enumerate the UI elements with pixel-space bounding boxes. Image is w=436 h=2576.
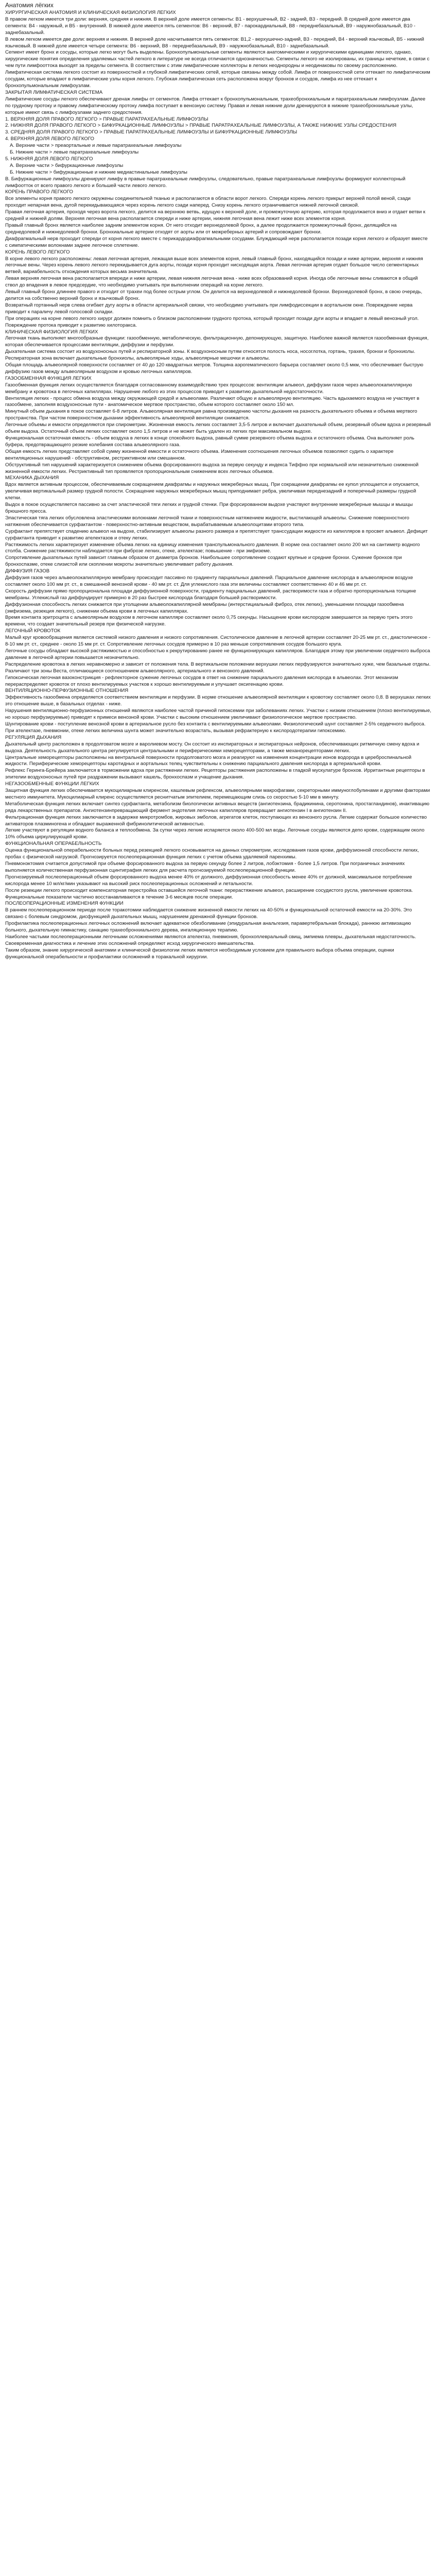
section-heading: КЛИНИЧЕСКАЯ ФИЗИОЛОГИЯ ЛЕГКИХ — [5, 329, 98, 335]
paragraph: Прогнозируемый послеоперационный объем форсированного выдоха менее 40% от должного, диффузионная способность менее 40% от должной, максимальное потребление кислорода менее 10 мл/кг/мин указывают на высокий риск послеоперационных осложнений и летальности. — [5, 874, 412, 887]
paragraph: Наиболее частыми послеоперационными легочными осложнениями являются ателектаз, пневмония, бронхоплевральный свищ, эмпиема плевры, дыхательная недостаточность. Своевременная диагностика и лечение этих осложнений определяют исход хирургического вмешательства. — [5, 934, 416, 946]
section-heading: НЕГАЗООБМЕННЫЕ ФУНКЦИИ ЛЕГКИХ — [5, 781, 99, 787]
paragraph: В. Бифуркационные лимфоузлы дренируют лимфу в правые паратрахеальные лимфоузлы, следовательно, правые паратрахеальные лимфоузлы формируют коллекторный лимфоотток от всего правого легкого и большей части левого легкого. — [5, 176, 406, 189]
paragraph: Правый главный бронх является наиболее задним элементом корня. От него отходит верхнедолевой бронх, а далее продолжается промежуточный бронх, делящийся на среднедолевой и нижнедолевой бронхи. Бронхиальные артерии отходят от аорты или от межреберных артерий и сопровождают бронхи. — [5, 223, 397, 235]
list-item: А. Верхние части > бифуркационные лимфоузлы — [10, 162, 124, 168]
section-heading: ВЕНТИЛЯЦИОННО-ПЕРФУЗИОННЫЕ ОТНОШЕНИЯ — [5, 688, 129, 694]
paragraph: Нарушения вентиляционно-перфузионных отношений являются наиболее частой причиной гипоксемии при заболеваниях легких. Участки с низким отношением (плохо вентилируемые, но хорошо перфузируемые) приводят к примеси венозной крови. Участки с высоким отношением увеличивают физиологическое мертвое пространство. — [5, 708, 431, 721]
document — [0, 1, 436, 964]
paragraph: Сурфактант препятствует спадению альвеол на выдохе, стабилизирует альвеолы разного размера и препятствует транссудации жидкости из капилляров в просвет альвеол. Дефицит сурфактанта приводит к развитию ателектазов и отеку легких. — [5, 528, 428, 541]
list-item: А. Верхние части > преаортальные и левые паратрахеальные лимфоузлы — [10, 143, 182, 149]
paragraph: Центральные хеморецепторы расположены на вентральной поверхности продолговатого мозга и реагируют на изменения концентрации ионов водорода в цереброспинальной жидкости. Периферические хеморецепторы каротидных и аортальных телец чувствительны к снижению парциального давления кислорода в артериальной крови. — [5, 754, 412, 767]
paragraph: Возвратный гортанный нерв слева огибает дугу аорты в области артериальной связки, что необходимо учитывать при лимфодиссекции в аортальном окне. Повреждение нерва приводит к параличу левой голосовой складки. — [5, 302, 413, 315]
paragraph: Скорость диффузии прямо пропорциональна площади диффузионной поверхности, градиенту парциальных давлений, растворимости газа и обратно пропорциональна толщине мембраны. Углекислый газ диффундирует примерно в 20 раз быстрее кислорода благодаря большей растворимости. — [5, 588, 416, 601]
page-title: Анатомия лёгких — [5, 2, 54, 9]
paragraph: Вдох является активным процессом, обеспечиваемым сокращением диафрагмы и наружных межреберных мышц. При сокращении диафрагмы ее купол уплощается и опускается, увеличивая вертикальный размер грудной полости. Сокращение наружных межреберных мышц приподнимает ребра, увеличивая переднезадний и поперечный размеры грудной клетки. — [5, 482, 420, 501]
paragraph: Пневмонэктомия считается допустимой при объеме форсированного выдоха за первую секунду более 2 литров, лобэктомия - более 1,5 литров. При пограничных значениях выполняется количественная перфузионная сцинтиграфия легких для расчета прогнозируемой послеоперационной функции. — [5, 861, 405, 873]
paragraph: Профилактика послеоперационных легочных осложнений включает адекватное обезболивание (эпидуральная анальгезия, паравертебральная блокада), раннюю активизацию больного, дыхательную гимнастику, санацию трахеобронхиального дерева, ингаляционную терапию. — [5, 921, 411, 934]
paragraph: Сегмент имеет бронх и сосуды, которые легко могут быть выделены. Бронхопульмональные сегменты являются анатомическими и хирургическими единицами легкого, однако, хирургические понятия определения удаляемых частей легкого в литературе не всегда отличаются однозначностью. Сегменты легкого не изолированы, их границы нечеткие, в связи с чем пути лимфооттока выходят за пределы сегмента. В соответствии с этим лимфатические коллекторы в легких неоднородны и неодинаковы по своему расположению. — [5, 49, 430, 69]
paragraph: После резекции легкого происходит компенсаторная перестройка оставшейся легочной ткани: перерастяжение альвеол, расширение сосудистого русла, увеличение кровотока. Функциональные показатели частично восстанавливаются в течение 3-6 месяцев после операции. — [5, 887, 413, 900]
paragraph: Эластическая тяга легких обусловлена эластическими волокнами легочной ткани и поверхностным натяжением жидкости, выстилающей альвеолы. Снижение поверхностного натяжения обеспечивается сурфактантом - поверхностно-активным веществом, вырабатываемым альвеолоцитами второго типа. — [5, 515, 410, 528]
paragraph: Малый круг кровообращения является системой низкого давления и низкого сопротивления. Систолическое давление в легочной артерии составляет 20-25 мм рт. ст., диастолическое - 8-10 мм рт. ст., среднее - около 15 мм рт. ст. Сопротивление легочных сосудов примерно в 10 раз меньше сопротивления сосудов большого круга. — [5, 635, 430, 648]
paragraph: Диффузионная способность легких снижается при утолщении альвеолокапиллярной мембраны (интерстициальный фиброз, отек легких), уменьшении площади газообмена (эмфизема, резекция легкого), снижении объема крови в легочных капиллярах. — [5, 601, 404, 614]
paragraph: Оценка функциональной операбельности больных перед резекцией легкого основывается на данных спирометрии, исследования газов крови, диффузионной способности легких, пробах с физической нагрузкой. Прогнозируется послеоперационная функция легких с учетом объема удаляемой паренхимы. — [5, 848, 419, 860]
section-heading: ПОСЛЕОПЕРАЦИОННЫЕ ИЗМЕНЕНИЯ ФУНКЦИИ — [5, 901, 124, 907]
section-heading: ЗАКРЫТАЯ ЛИМФАТИЧЕСКАЯ СИСТЕМА — [5, 89, 103, 95]
paragraph: Легочные сосуды обладают высокой растяжимостью и способностью к рекрутированию ранее не функционирующих капилляров. Благодаря этому при увеличении сердечного выброса давление в легочной артерии повышается незначительно. — [5, 648, 430, 660]
section-heading: ДИФФУЗИЯ ГАЗОВ — [5, 568, 50, 574]
paragraph: Диффузия газов через альвеолокапиллярную мембрану происходит пассивно по градиенту парциальных давлений. Парциальное давление кислорода в альвеолярном воздухе составляет около 100 мм рт. ст., в смешанной венозной крови - 40 мм рт. ст. Для углекислого газа эти величины составляют соответственно 40 и 46 мм рт. ст. — [5, 575, 413, 587]
paragraph: Растяжимость легких характеризует изменение объема легких на единицу изменения транспульмонального давления. В норме она составляет около 200 мл на сантиметр водного столба. Снижение растяжимости наблюдается при фиброзе легких, отеке, ателектазе; повышение - при эмфиземе. — [5, 541, 420, 554]
section-heading: РЕГУЛЯЦИЯ ДЫХАНИЯ — [5, 734, 62, 740]
paragraph: Выдох в покое осуществляется пассивно за счет эластической тяги легких и грудной стенки. При форсированном выдохе участвуют внутренние межреберные мышцы и мышцы брюшного пресса. — [5, 502, 413, 514]
section-heading: 3. СРЕДНЯЯ ДОЛЯ ПРАВОГО ЛЕГКОГО > ПРАВЫЕ ПАРАТРАХЕАЛЬНЫЕ ЛИМФОУЗЛЫ И БИФУРКАЦИОННЫЕ ЛИМФОУЗЛЫ — [5, 129, 298, 135]
paragraph: Легочные объемы и емкости определяются при спирометрии. Жизненная емкость легких составляет 3,5-5 литров и включает дыхательный объем, резервный объем вдоха и резервный объем выдоха. Остаточный объем легких составляет около 1,5 литров и не может быть удален из легких при максимальном выдохе. — [5, 422, 431, 435]
paragraph: Функциональная остаточная емкость - объем воздуха в легких в конце спокойного выдоха, равный сумме резервного объема выдоха и остаточного объема. Она выполняет роль буфера, предотвращающего резкие колебания состава альвеолярного газа. — [5, 435, 414, 448]
section-heading: 4. ВЕРХНЯЯ ДОЛЯ ЛЕВОГО ЛЕГКОГО — [5, 136, 94, 142]
paragraph: Таким образом, знание хирургической анатомии и клинической физиологии легких является необходимым условием для правильного выбора объема операции, оценки функциональной операбельности и профилактики осложнений в торакальной хирургии. — [5, 947, 394, 960]
paragraph: Минутный объем дыхания в покое составляет 6-8 литров. Альвеолярная вентиляция равна произведению частоты дыхания на разность дыхательного объема и объема мертвого пространства. При частом поверхностном дыхании эффективность альвеолярной вентиляции снижается. — [5, 409, 417, 421]
paragraph: Вентиляция легких - процесс обмена воздуха между окружающей средой и альвеолами. Различают общую и альвеолярную вентиляцию. Часть вдыхаемого воздуха не участвует в газообмене, заполняя воздухоносные пути - анатомическое мертвое пространство, объем которого составляет около 150 мл. — [5, 395, 420, 408]
paragraph: Общая площадь альвеолярной поверхности составляет от 40 до 120 квадратных метров. Толщина аэрогематического барьера составляет около 0,5 мкм, что обеспечивает быструю диффузию газов между альвеолярным воздухом и кровью легочных капилляров. — [5, 362, 424, 375]
section-heading: ХИРУРГИЧЕСКАЯ АНАТОМИЯ И КЛИНИЧЕСКАЯ ФИЗИОЛОГИЯ ЛЕГКИХ — [5, 10, 176, 15]
paragraph: Рефлекс Геринга-Брейера заключается в торможении вдоха при растяжении легких. Рецепторы растяжения расположены в гладкой мускулатуре бронхов. Ирритантные рецепторы в эпителии воздухоносных путей при раздражении вызывают кашель, бронхоспазм и учащение дыхания. — [5, 768, 425, 781]
paragraph: Время контакта эритроцита с альвеолярным воздухом в легочном капилляре составляет около 0,75 секунды. Насыщение крови кислородом завершается за первую треть этого времени, что создает значительный резерв при физической нагрузке. — [5, 615, 413, 628]
paragraph: В левом легком имеется две доли: верхняя и нижняя. В верхней доле насчитывается пять сегментов: В1,2 - верхушечно-задний, В3 - передний, В4 - верхний язычковый, В5 - нижний язычковый. В нижней доле имеется четыре сегмента: В6 - верхний, В8 - переднебазальный, В9 - наружнобазальный, В10 - заднебазальный. — [5, 36, 424, 49]
paragraph: Гипоксическая легочная вазоконстрикция - рефлекторное сужение легочных сосудов в ответ на снижение парциального давления кислорода в альвеолах. Этот механизм перераспределяет кровоток от плохо вентилируемых участков к хорошо вентилируемым и улучшает оксигенацию крови. — [5, 674, 398, 687]
paragraph: Левая верхняя легочная вена располагается впереди и ниже артерии, левая нижняя легочная вена - ниже всех образований корня. Иногда обе легочные вены сливаются в общий ствол до впадения в левое предсердие, что необходимо учитывать при выполнении операций на корне легкого. — [5, 276, 418, 289]
paragraph: Дыхательный центр расположен в продолговатом мозге и варолиевом мосту. Он состоит из инспираторных и экспираторных нейронов, обеспечивающих ритмичную смену вдоха и выдоха. Деятельность дыхательного центра регулируется центральными и периферическими хеморецепторами, а также механорецепторами легких. — [5, 741, 420, 754]
paragraph: Диафрагмальный нерв проходит спереди от корня легкого вместе с перикардодиафрагмальными сосудами. Блуждающий нерв располагается позади корня легкого и образует вместе с симпатическими волокнами заднее легочное сплетение. — [5, 235, 428, 248]
paragraph: Левый главный бронх длиннее правого и отходит от трахеи под более острым углом. Он делится на верхнедолевой и нижнедолевой бронхи. Верхнедолевой бронх, в свою очередь, делится на собственно верхний бронх и язычковый бронх. — [5, 289, 423, 301]
paragraph: Все элементы корня правого легкого окружены соединительной тканью и располагаются в области ворот легкого. Спереди корень легкого прикрыт верхней полой веной, сзади проходит непарная вена, дугой перекидывающаяся через корень легкого сзади наперед. Снизу корень легкого ограничивается нижней легочной связкой. — [5, 196, 411, 209]
paragraph: Правая легочная артерия, проходя через ворота легкого, делится на верхнюю ветвь, идущую к верхней доле, и промежуточную артерию, которая продолжается вниз и отдает ветви к средней и нижней долям. Верхняя легочная вена располагается спереди и ниже артерии, нижняя легочная вена лежит ниже всех элементов корня. — [5, 209, 426, 222]
paragraph: Защитная функция легких обеспечивается мукоцилиарным клиренсом, кашлевым рефлексом, альвеолярными макрофагами, секреторными иммуноглобулинами и другими факторами местного иммунитета. Мукоцилиарный клиренс осуществляется реснитчатым эпителием, перемещающим слизь со скоростью 5-10 мм в минуту. — [5, 788, 430, 800]
section-heading: КОРЕНЬ ПРАВОГО ЛЕГКОГО — [5, 189, 73, 195]
paragraph: В корне левого легкого расположены: левая легочная артерия, лежащая выше всех элементов корня, левый главный бронх, находящийся позади и ниже артерии, верхняя и нижняя легочные вены. Через корень левого легкого перекидывается дуга аорты, позади корня проходит нисходящая аорта. Левая легочная артерия отдает большое число сегментарных ветвей, вариабельность отхождения которых весьма значительна. — [5, 256, 423, 275]
list-item: Б. Нижние части > левые паратрахеальные лимфоузлы — [10, 149, 139, 156]
paragraph: Лимфатическая система легкого состоит из поверхностной и глубокой лимфатических сетей, которые связаны между собой. Лимфа от поверхностной сети оттекает по лимфатическим сосудам, которые впадают в лимфатические узлы корня легкого. Глубокая лимфатическая сеть расположена вокруг бронхов и сосудов, лимфа из нее оттекает к бронхопульмональным лимфоузлам. — [5, 70, 430, 89]
section-heading: КОРЕНЬ ЛЕВОГО ЛЕГКОГО — [5, 249, 70, 255]
paragraph: Эффективность газообмена определяется соответствием вентиляции и перфузии. В норме отношение альвеолярной вентиляции к кровотоку составляет около 0,8. В верхушках легких это отношение выше, в базальных отделах - ниже. — [5, 694, 431, 707]
paragraph: Шунтирование крови - поступление венозной крови в артериальное русло без контакта с вентилируемыми альвеолами. Физиологический шунт составляет 2-5% сердечного выброса. При ателектазе, пневмонии, отеке легких величина шунта может значительно возрастать, вызывая рефрактерную к кислородотерапии гипоксемию. — [5, 721, 426, 734]
paragraph: Легкие участвуют в регуляции водного баланса и теплообмена. За сутки через легкие испаряется около 400-500 мл воды. Легочные сосуды являются депо крови, содержащим около 10% объема циркулирующей крови. — [5, 827, 425, 840]
paragraph: При операциях на корне левого легкого хирург должен помнить о близком расположении грудного протока, который проходит позади дуги аорты и впадает в левый венозный угол. Повреждение протока приводит к развитию хилоторакса. — [5, 315, 419, 328]
paragraph: В раннем послеоперационном периоде после торакотомии наблюдается снижение жизненной емкости легких на 40-50% и функциональной остаточной емкости на 20-30%. Это связано с болевым синдромом, дисфункцией дыхательных мышц, нарушением дренажной функции бронхов. — [5, 907, 412, 920]
section-heading: МЕХАНИКА ДЫХАНИЯ — [5, 475, 59, 481]
paragraph: Дыхательная система состоит из воздухоносных путей и респираторной зоны. К воздухоносным путям относятся полость носа, носоглотка, гортань, трахея, бронхи и бронхиолы. Респираторная зона включает дыхательные бронхиолы, альвеолярные ходы, альвеолярные мешочки и альвеолы. — [5, 349, 415, 362]
paragraph: Газообменная функция легких осуществляется благодаря согласованному взаимодействию трех процессов: вентиляции альвеол, диффузии газов через альвеолокапиллярную мембрану и кровотока в легочных капиллярах. Нарушение любого из этих процессов приводит к развитию дыхательной недостаточности. — [5, 382, 412, 395]
section-heading: 2. НИЖНЯЯ ДОЛЯ ПРАВОГО ЛЕГКОГО > БИФУРКАЦИОННЫЕ ЛИМФОУЗЛЫ > ПРАВЫЕ ПАРАТРАХЕАЛЬНЫЕ ЛИМФОУЗЛЫ, А ТАКЖЕ НИЖНИЕ УЗЛЫ СРЕДОСТЕНИЯ — [5, 123, 397, 129]
paragraph: Лимфатические сосуды легкого обеспечивают дренаж лимфы от сегментов. Лимфа оттекает к бронхопульмональным, трахеобронхиальным и паратрахеальным лимфоузлам. Далее по грудному протоку и правому лимфатическому протоку лимфа поступает в венозную систему. Правая и левая нижние доли дренируются в нижние трахеобронхиальные узлы, которые имеют связь с лимфоузлами заднего средостения. — [5, 96, 426, 115]
section-heading: ГАЗООБМЕННАЯ ФУНКЦИЯ ЛЕГКИХ — [5, 375, 92, 381]
paragraph: Легочная ткань выполняет многообразные функции: газообменную, метаболическую, фильтрационную, депонирующую, защитную. Наиболее важной является газообменная функция, которая обеспечивается процессами вентиляции, диффузии и перфузии. — [5, 335, 429, 348]
paragraph: Распределение кровотока в легких неравномерно и зависит от положения тела. В вертикальном положении верхушки легких перфузируются значительно хуже, чем базальные отделы. Различают три зоны Веста, отличающиеся соотношением альвеолярного, артериального и венозного давлений. — [5, 661, 431, 674]
paragraph: Обструктивный тип нарушений характеризуется снижением объема форсированного выдоха за первую секунду и индекса Тиффно при нормальной или незначительно сниженной жизненной емкости легких. Рестриктивный тип проявляется пропорциональным снижением всех легочных объемов. — [5, 462, 419, 474]
paragraph: Фильтрационная функция легких заключается в задержке микротромбов, жировых эмболов, агрегатов клеток, поступающих из венозного русла. Легкие содержат большое количество активаторов плазминогена и обладают выраженной фибринолитической активностью. — [5, 814, 427, 827]
paragraph: Метаболическая функция легких включает синтез сурфактанта, метаболизм биологически активных веществ (ангиотензина, брадикинина, серотонина, простагландинов), инактивацию ряда лекарственных препаратов. Ангиотензинпревращающий фермент эндотелия легочных капилляров превращает ангиотензин I в ангиотензин II. — [5, 801, 430, 814]
section-heading: ЛЕГОЧНЫЙ КРОВОТОК — [5, 628, 61, 634]
paragraph: Сопротивление дыхательных путей зависит главным образом от диаметра бронхов. Наибольшее сопротивление создают крупные и средние бронхи. Сужение бронхов при бронхоспазме, отеке слизистой или скоплении мокроты значительно увеличивает работу дыхания. — [5, 555, 402, 568]
section-heading: 1. ВЕРХНЯЯ ДОЛЯ ПРАВОГО ЛЕГКОГО > ПРАВЫЕ ПАРАТРАХЕАЛЬНЫЕ ЛИМФОУЗЛЫ — [5, 116, 208, 122]
section-heading: ФУНКЦИОНАЛЬНАЯ ОПЕРАБЕЛЬНОСТЬ — [5, 841, 102, 847]
paragraph: В правом легком имеется три доли: верхняя, средняя и нижняя. В верхней доле имеется сегменты: В1 - верхушечный, В2 - задний, В3 - передний. В средней доле имеется два сегмента: В4 - наружный, и В5 - внутренний. В нижней доле имеется пять сегментов: В6 - верхний, В7 - парокардиальный, В8 - переднебазальный, В9 - наружнобазальный, В10 - заднебазальный. — [5, 16, 415, 36]
list-item: Б. Нижние части > бифуркационные и нижние медиастинальные лимфоузлы — [10, 169, 187, 175]
section-heading: 5. НИЖНЯЯ ДОЛЯ ЛЕВОГО ЛЕГКОГО — [5, 156, 93, 162]
paragraph: Общая емкость легких представляет собой сумму жизненной емкости и остаточного объема. Изменения соотношения легочных объемов позволяют судить о характере вентиляционных нарушений - обструктивном, рестриктивном или смешанном. — [5, 448, 394, 461]
document-body — [5, 10, 431, 961]
